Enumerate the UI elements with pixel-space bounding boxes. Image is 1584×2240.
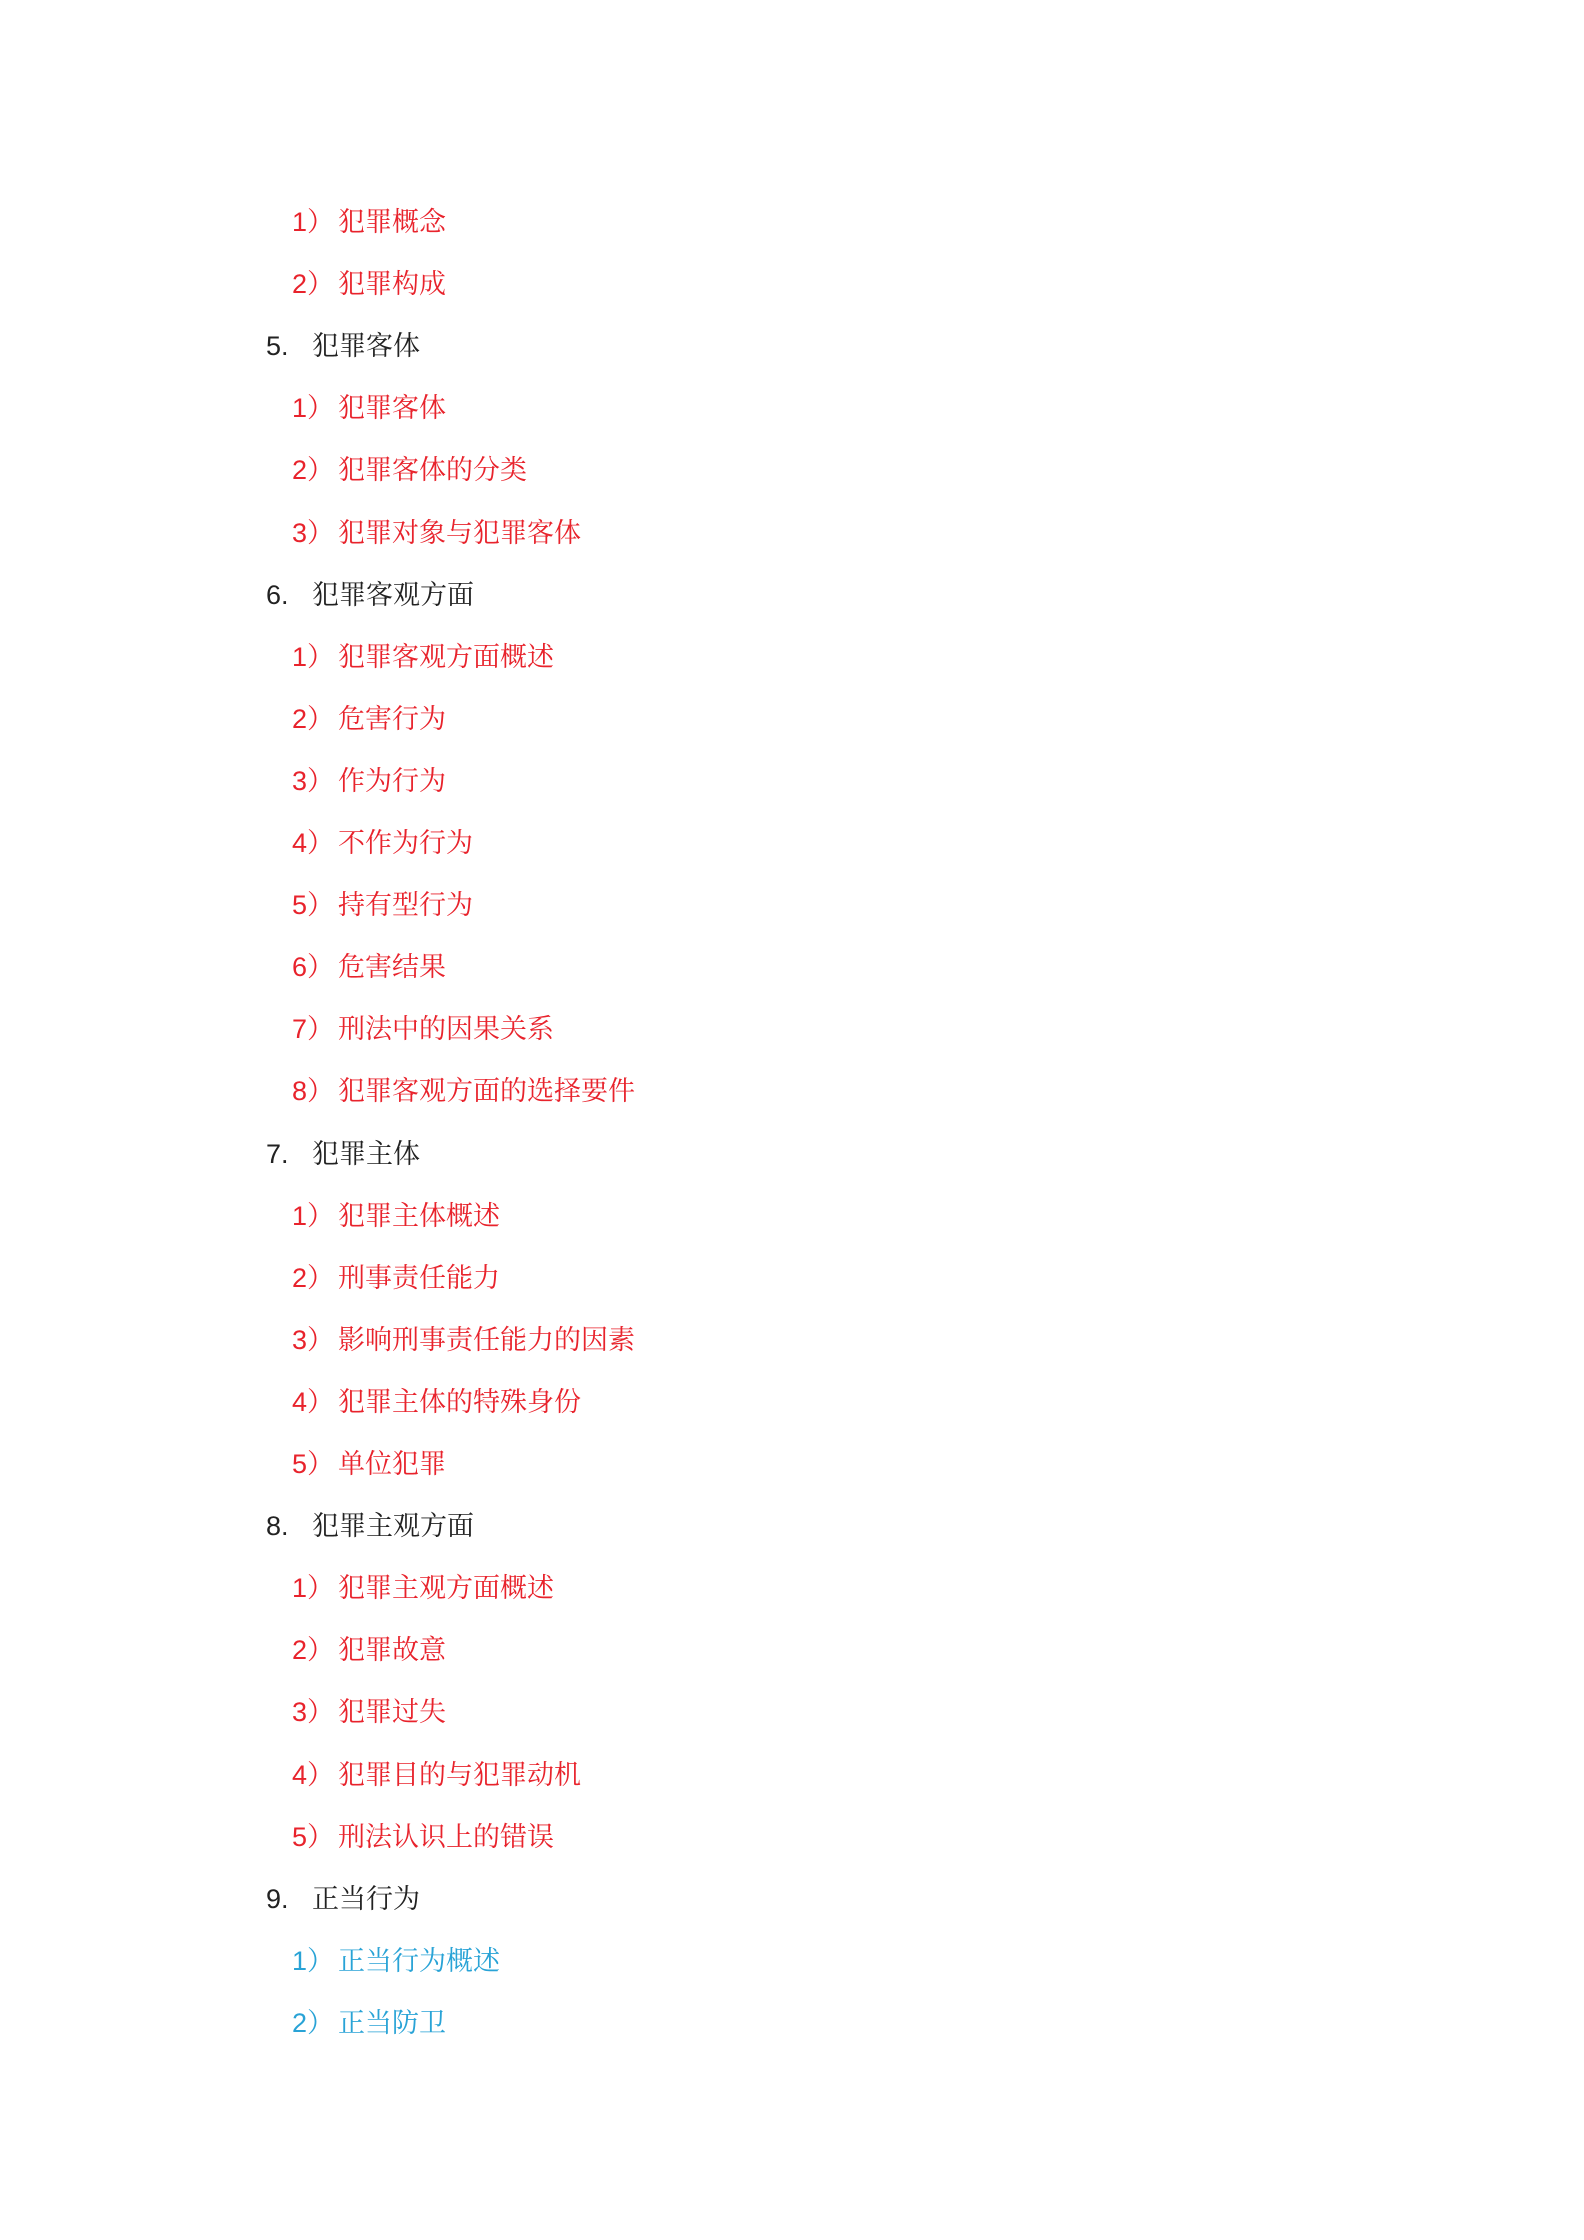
item-title: 刑事责任能力	[338, 1262, 500, 1294]
item-number: 2）	[292, 2007, 335, 2038]
item-number: 2）	[292, 1635, 335, 1666]
subsection-item	[292, 823, 473, 864]
item-title: 犯罪客体	[338, 393, 446, 425]
subsection-item	[292, 947, 446, 988]
section-heading	[266, 575, 474, 616]
item-number: 1）	[292, 1573, 335, 1604]
item-number: 8.	[266, 1511, 289, 1542]
item-title: 正当行为概述	[338, 1945, 500, 1977]
subsection-item	[292, 1196, 500, 1237]
item-number: 6.	[266, 579, 289, 610]
subsection-item	[292, 1755, 581, 1796]
item-title: 犯罪客观方面概述	[338, 641, 554, 673]
item-title: 刑法中的因果关系	[338, 1014, 554, 1046]
item-number: 5）	[292, 1449, 335, 1479]
subsection-item	[292, 2003, 446, 2044]
subsection-item	[292, 761, 446, 802]
subsection-item	[292, 1568, 554, 1609]
item-title: 单位犯罪	[338, 1449, 446, 1480]
item-number: 4）	[292, 1759, 335, 1790]
subsection-item	[292, 1692, 446, 1733]
subsection-item	[292, 1817, 554, 1858]
item-title: 犯罪目的与犯罪动机	[338, 1759, 581, 1791]
item-number: 4）	[292, 1386, 335, 1417]
item-number: 1）	[292, 207, 335, 237]
subsection-item	[292, 1320, 635, 1361]
item-title: 正当行为	[312, 1883, 420, 1915]
item-number: 3）	[292, 517, 335, 548]
item-number: 9.	[266, 1883, 289, 1914]
item-number: 2）	[292, 269, 335, 300]
item-title: 不作为行为	[338, 828, 473, 859]
item-title: 犯罪客观方面的选择要件	[338, 1076, 635, 1108]
item-number: 2）	[292, 703, 335, 734]
subsection-item	[292, 513, 581, 554]
subsection-item	[292, 1382, 581, 1423]
section-heading	[266, 1879, 420, 1920]
item-title: 犯罪主观方面概述	[338, 1573, 554, 1605]
item-number: 2）	[292, 455, 335, 486]
subsection-item	[292, 388, 446, 429]
section-heading	[266, 1506, 474, 1547]
item-number: 8）	[292, 1076, 335, 1107]
item-title: 犯罪过失	[338, 1697, 446, 1729]
subsection-item	[292, 885, 473, 926]
item-number: 6）	[292, 952, 335, 983]
item-title: 犯罪主观方面	[312, 1511, 474, 1543]
item-title: 犯罪客体的分类	[338, 455, 527, 487]
item-number: 1）	[292, 393, 335, 424]
item-number: 1）	[292, 641, 335, 672]
subsection-item	[292, 1941, 500, 1982]
subsection-item	[292, 1009, 554, 1050]
subsection-item	[292, 264, 446, 305]
item-title: 危害行为	[338, 703, 446, 735]
item-number: 7）	[292, 1014, 335, 1045]
subsection-item	[292, 450, 527, 491]
subsection-item	[292, 1071, 635, 1112]
item-number: 2）	[292, 1262, 335, 1293]
item-title: 持有型行为	[338, 890, 473, 922]
section-heading	[266, 1134, 420, 1175]
item-title: 影响刑事责任能力的因素	[338, 1324, 635, 1356]
item-number: 7.	[266, 1138, 289, 1169]
item-title: 犯罪主体的特殊身份	[338, 1386, 581, 1418]
item-number: 3）	[292, 765, 335, 796]
item-title: 犯罪客观方面	[312, 579, 474, 611]
subsection-item	[292, 1630, 446, 1671]
item-number: 1）	[292, 1200, 335, 1231]
item-title: 刑法认识上的错误	[338, 1821, 554, 1853]
item-number: 3）	[292, 1697, 335, 1728]
item-title: 犯罪故意	[338, 1635, 446, 1667]
section-heading	[266, 326, 420, 367]
subsection-item	[292, 1258, 500, 1299]
item-number: 1）	[292, 1945, 335, 1976]
item-title: 犯罪主体概述	[338, 1200, 500, 1232]
item-title: 犯罪构成	[338, 269, 446, 301]
subsection-item	[292, 202, 446, 243]
item-title: 危害结果	[338, 952, 446, 984]
subsection-item	[292, 699, 446, 740]
item-number: 5）	[292, 1821, 335, 1852]
item-title: 犯罪主体	[312, 1138, 420, 1170]
subsection-item	[292, 637, 554, 678]
item-number: 5.	[266, 331, 289, 362]
item-title: 犯罪对象与犯罪客体	[338, 517, 581, 549]
item-title: 犯罪概念	[338, 207, 446, 238]
item-number: 4）	[292, 828, 335, 858]
item-title: 作为行为	[338, 765, 446, 797]
subsection-item	[292, 1444, 446, 1485]
item-number: 3）	[292, 1324, 335, 1355]
item-title: 正当防卫	[338, 2007, 446, 2039]
item-title: 犯罪客体	[312, 331, 420, 363]
item-number: 5）	[292, 890, 335, 921]
